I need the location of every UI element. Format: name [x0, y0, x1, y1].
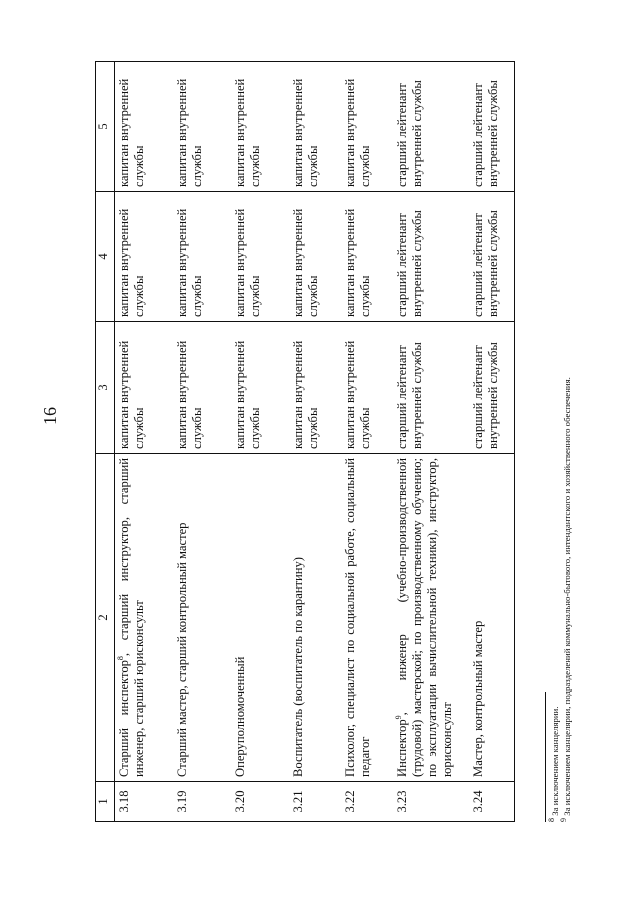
table-row	[115, 62, 173, 822]
rank-col-5: капитан внутренней службы	[341, 62, 393, 192]
footnote-text: За исключением канцелярии, подразделений коммунально-бытового, интендантского и хозяйственного обеспечения.	[562, 377, 572, 818]
column-header: 5	[96, 62, 115, 192]
rank-col-4: старший лейтенант внутренней службы	[469, 192, 515, 322]
position-title: Старший инспектор$^8$, старший инструктор, старший инженер, старший юрисконсульт	[115, 454, 173, 782]
rank-max: капитан внутренней службы	[115, 322, 173, 454]
column-header: 3	[96, 322, 115, 454]
position-title: Инспектор$^9$, инженер (учебно-производственной (трудовой) мастерской; по производственному обучению; по эксплуатации вычислительной техники), инструктор, юрисконсульт	[393, 454, 469, 782]
position-title: Старший мастер, старший контрольный мастер	[173, 454, 231, 782]
rank-max: старший лейтенант внутренней службы	[393, 322, 469, 454]
footnote-mark: 9	[559, 818, 569, 822]
rank-max: старший лейтенант внутренней службы	[469, 322, 515, 454]
rank-max: капитан внутренней службы	[341, 322, 393, 454]
footnote-text: За исключением канцелярии.	[550, 706, 560, 818]
rank-col-4: капитан внутренней службы	[115, 192, 173, 322]
column-header: 2	[96, 454, 115, 782]
rotated-page-content	[95, 62, 572, 822]
footnotes	[545, 122, 573, 822]
rank-col-4: старший лейтенант внутренней службы	[393, 192, 469, 322]
column-header: 4	[96, 192, 115, 322]
rank-col-5: старший лейтенант внутренней службы	[393, 62, 469, 192]
table-row	[469, 62, 515, 822]
footnote-ref: 9	[393, 715, 403, 720]
table-header-row	[96, 62, 115, 822]
position-title: Воспитатель (воспитатель по карантину)	[289, 454, 341, 782]
rank-col-5: капитан внутренней службы	[173, 62, 231, 192]
row-number: 3.21	[289, 782, 341, 822]
rank-col-5: старший лейтенант внутренней службы	[469, 62, 515, 192]
rank-max: капитан внутренней службы	[289, 322, 341, 454]
footnote	[561, 122, 573, 822]
rank-max: капитан внутренней службы	[173, 322, 231, 454]
table-row	[341, 62, 393, 822]
rank-col-5: капитан внутренней службы	[289, 62, 341, 192]
table-row	[393, 62, 469, 822]
row-number: 3.20	[231, 782, 289, 822]
table-row	[289, 62, 341, 822]
footnote-list	[549, 122, 573, 822]
rank-col-4: капитан внутренней службы	[341, 192, 393, 322]
rank-col-4: капитан внутренней службы	[173, 192, 231, 322]
table-row	[173, 62, 231, 822]
footnote-divider	[545, 692, 546, 822]
footnote-mark: 8	[547, 818, 557, 822]
footnote	[549, 122, 561, 822]
table-row	[231, 62, 289, 822]
position-title: Оперуполномоченный	[231, 454, 289, 782]
row-number: 3.24	[469, 782, 515, 822]
ranks-table	[95, 61, 515, 822]
position-title: Психолог, специалист по социальной работе, социальный педагог	[341, 454, 393, 782]
row-number: 3.18	[115, 782, 173, 822]
column-header: 1	[96, 782, 115, 822]
rank-col-4: капитан внутренней службы	[231, 192, 289, 322]
rank-col-5: капитан внутренней службы	[231, 62, 289, 192]
table-body	[115, 62, 515, 822]
rank-col-4: капитан внутренней службы	[289, 192, 341, 322]
row-number: 3.22	[341, 782, 393, 822]
footnote-ref: 8	[115, 656, 125, 661]
page-number: 16	[40, 407, 60, 425]
row-number: 3.23	[393, 782, 469, 822]
row-number: 3.19	[173, 782, 231, 822]
rank-max: капитан внутренней службы	[231, 322, 289, 454]
rank-col-5: капитан внутренней службы	[115, 62, 173, 192]
position-title: Мастер, контрольный мастер	[469, 454, 515, 782]
